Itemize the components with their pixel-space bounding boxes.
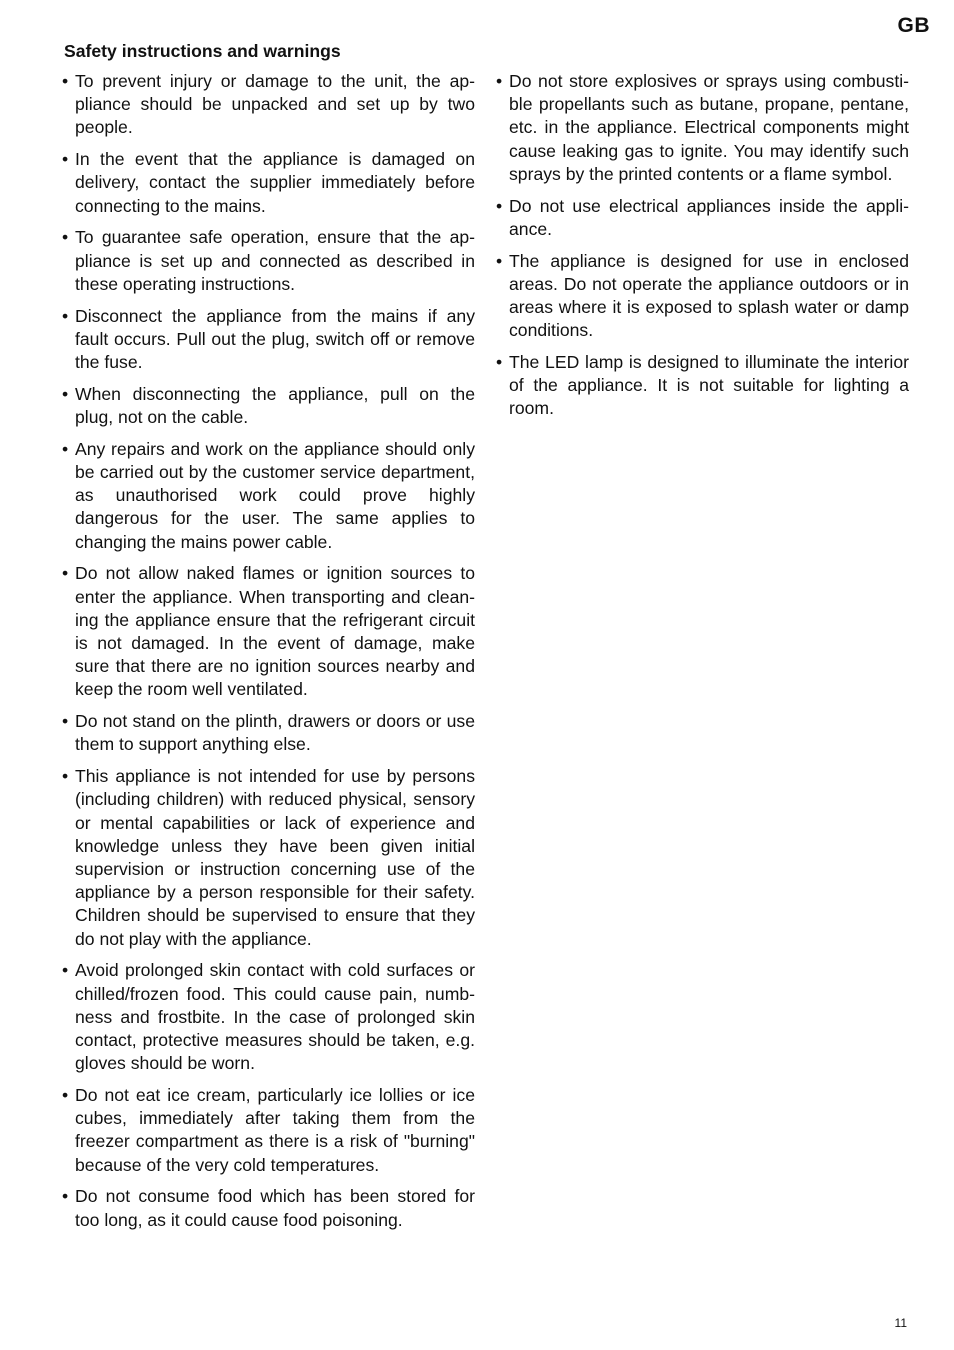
list-item xyxy=(62,710,475,756)
list-item xyxy=(62,305,475,375)
bullet-icon: • xyxy=(496,250,503,271)
list-item xyxy=(62,765,475,951)
right-column xyxy=(496,70,909,429)
list-item-text: Do not store explosives or sprays using combustible propellants such as butane, propane, pentane, etc. in the appliance. Electrical components might cause leaking gas to ignite. You may identify such sprays by the printed contents or a flame symbol. xyxy=(509,71,909,184)
section-title: Safety instructions and warnings xyxy=(64,41,341,61)
list-item xyxy=(496,250,909,343)
list-item-text: Avoid prolonged skin contact with cold surfaces or chilled/frozen food. This could cause pain, numbness and frostbite. In the case of prolonged skin contact, protective measures should be taken, e.g. gloves should be worn. xyxy=(75,960,475,1074)
bullet-icon: • xyxy=(62,227,69,248)
bullet-icon: • xyxy=(62,305,69,326)
list-item xyxy=(496,195,909,241)
bullet-icon: • xyxy=(496,71,503,91)
bullet-icon: • xyxy=(62,766,69,787)
bullet-icon: • xyxy=(62,960,69,981)
bullet-icon: • xyxy=(496,195,503,216)
list-item xyxy=(62,1084,475,1177)
bullet-icon: • xyxy=(62,438,69,459)
list-item xyxy=(62,70,475,140)
bullet-icon: • xyxy=(62,383,69,404)
list-item xyxy=(496,70,909,186)
list-item-text: To guarantee safe operation, ensure that the appliance is set up and connected as described in these operating instructions. xyxy=(75,227,475,294)
left-column xyxy=(62,70,475,1240)
bullet-icon: • xyxy=(62,149,69,170)
list-item-text: Do not stand on the plinth, drawers or doors or use them to support anything else. xyxy=(75,711,475,755)
list-item-text: Do not consume food which has been stored for too long, as it could cause food poisoning. xyxy=(75,1186,475,1230)
list-item xyxy=(62,959,475,1075)
list-item-text: Do not allow naked flames or ignition sources to enter the appliance. When transporting and cleaning the appliance ensure that the refrigerant circuit is not damaged. In the event of damage, make sure that there are no ignition sources nearby and keep the room well ventilated. xyxy=(75,563,475,700)
list-item xyxy=(62,148,475,218)
list-item xyxy=(62,562,475,701)
bullet-icon: • xyxy=(62,563,69,584)
list-item-text: In the event that the appliance is damaged on delivery, contact the supplier immediately before connecting to the mains. xyxy=(75,149,475,216)
bullet-icon: • xyxy=(62,1085,69,1106)
list-item-text: Do not eat ice cream, particularly ice lollies or ice cubes, immediately after taking them from the freezer compartment as there is a risk of "burning" because of the very cold temperatures. xyxy=(75,1085,475,1175)
list-item-text: Any repairs and work on the appliance should only be carried out by the customer service department, as unauthorised work could prove highly dangerous for the user. The same applies to changing the mains power cable. xyxy=(75,438,475,552)
page-number: 11 xyxy=(894,1316,907,1330)
list-item-text: Do not use electrical appliances inside the appliance. xyxy=(509,195,909,239)
list-item xyxy=(62,1185,475,1231)
list-item-text: The appliance is designed for use in enclosed areas. Do not operate the appliance outdoors or in areas where it is exposed to splash water or damp conditions. xyxy=(509,250,909,341)
list-item-text: This appliance is not intended for use by persons (including children) with reduced physical, sensory or mental capabilities or lack of experience and knowledge unless they have been given initial supervision or instruction concerning use of the appliance by a person responsible for their safety. Children should be supervised to ensure that they do not play with the appliance. xyxy=(75,766,475,949)
bullet-icon: • xyxy=(496,352,503,373)
list-item xyxy=(62,438,475,554)
list-item-text: Disconnect the appliance from the mains if any fault occurs. Pull out the plug, switch off or remove the fuse. xyxy=(75,305,475,373)
list-item-text: The LED lamp is designed to illuminate the interior of the appliance. It is not suitable for lighting a room. xyxy=(509,352,909,419)
list-item xyxy=(62,226,475,296)
bullet-icon: • xyxy=(62,1186,69,1207)
bullet-icon: • xyxy=(62,711,69,732)
list-item-text: When disconnecting the appliance, pull on the plug, not on the cable. xyxy=(75,383,475,428)
list-item xyxy=(496,351,909,421)
list-item xyxy=(62,383,475,429)
list-item-text: To prevent injury or damage to the unit, the appliance should be unpacked and set up by two people. xyxy=(75,71,475,138)
bullet-icon: • xyxy=(62,71,69,91)
language-tag: GB xyxy=(897,14,930,37)
